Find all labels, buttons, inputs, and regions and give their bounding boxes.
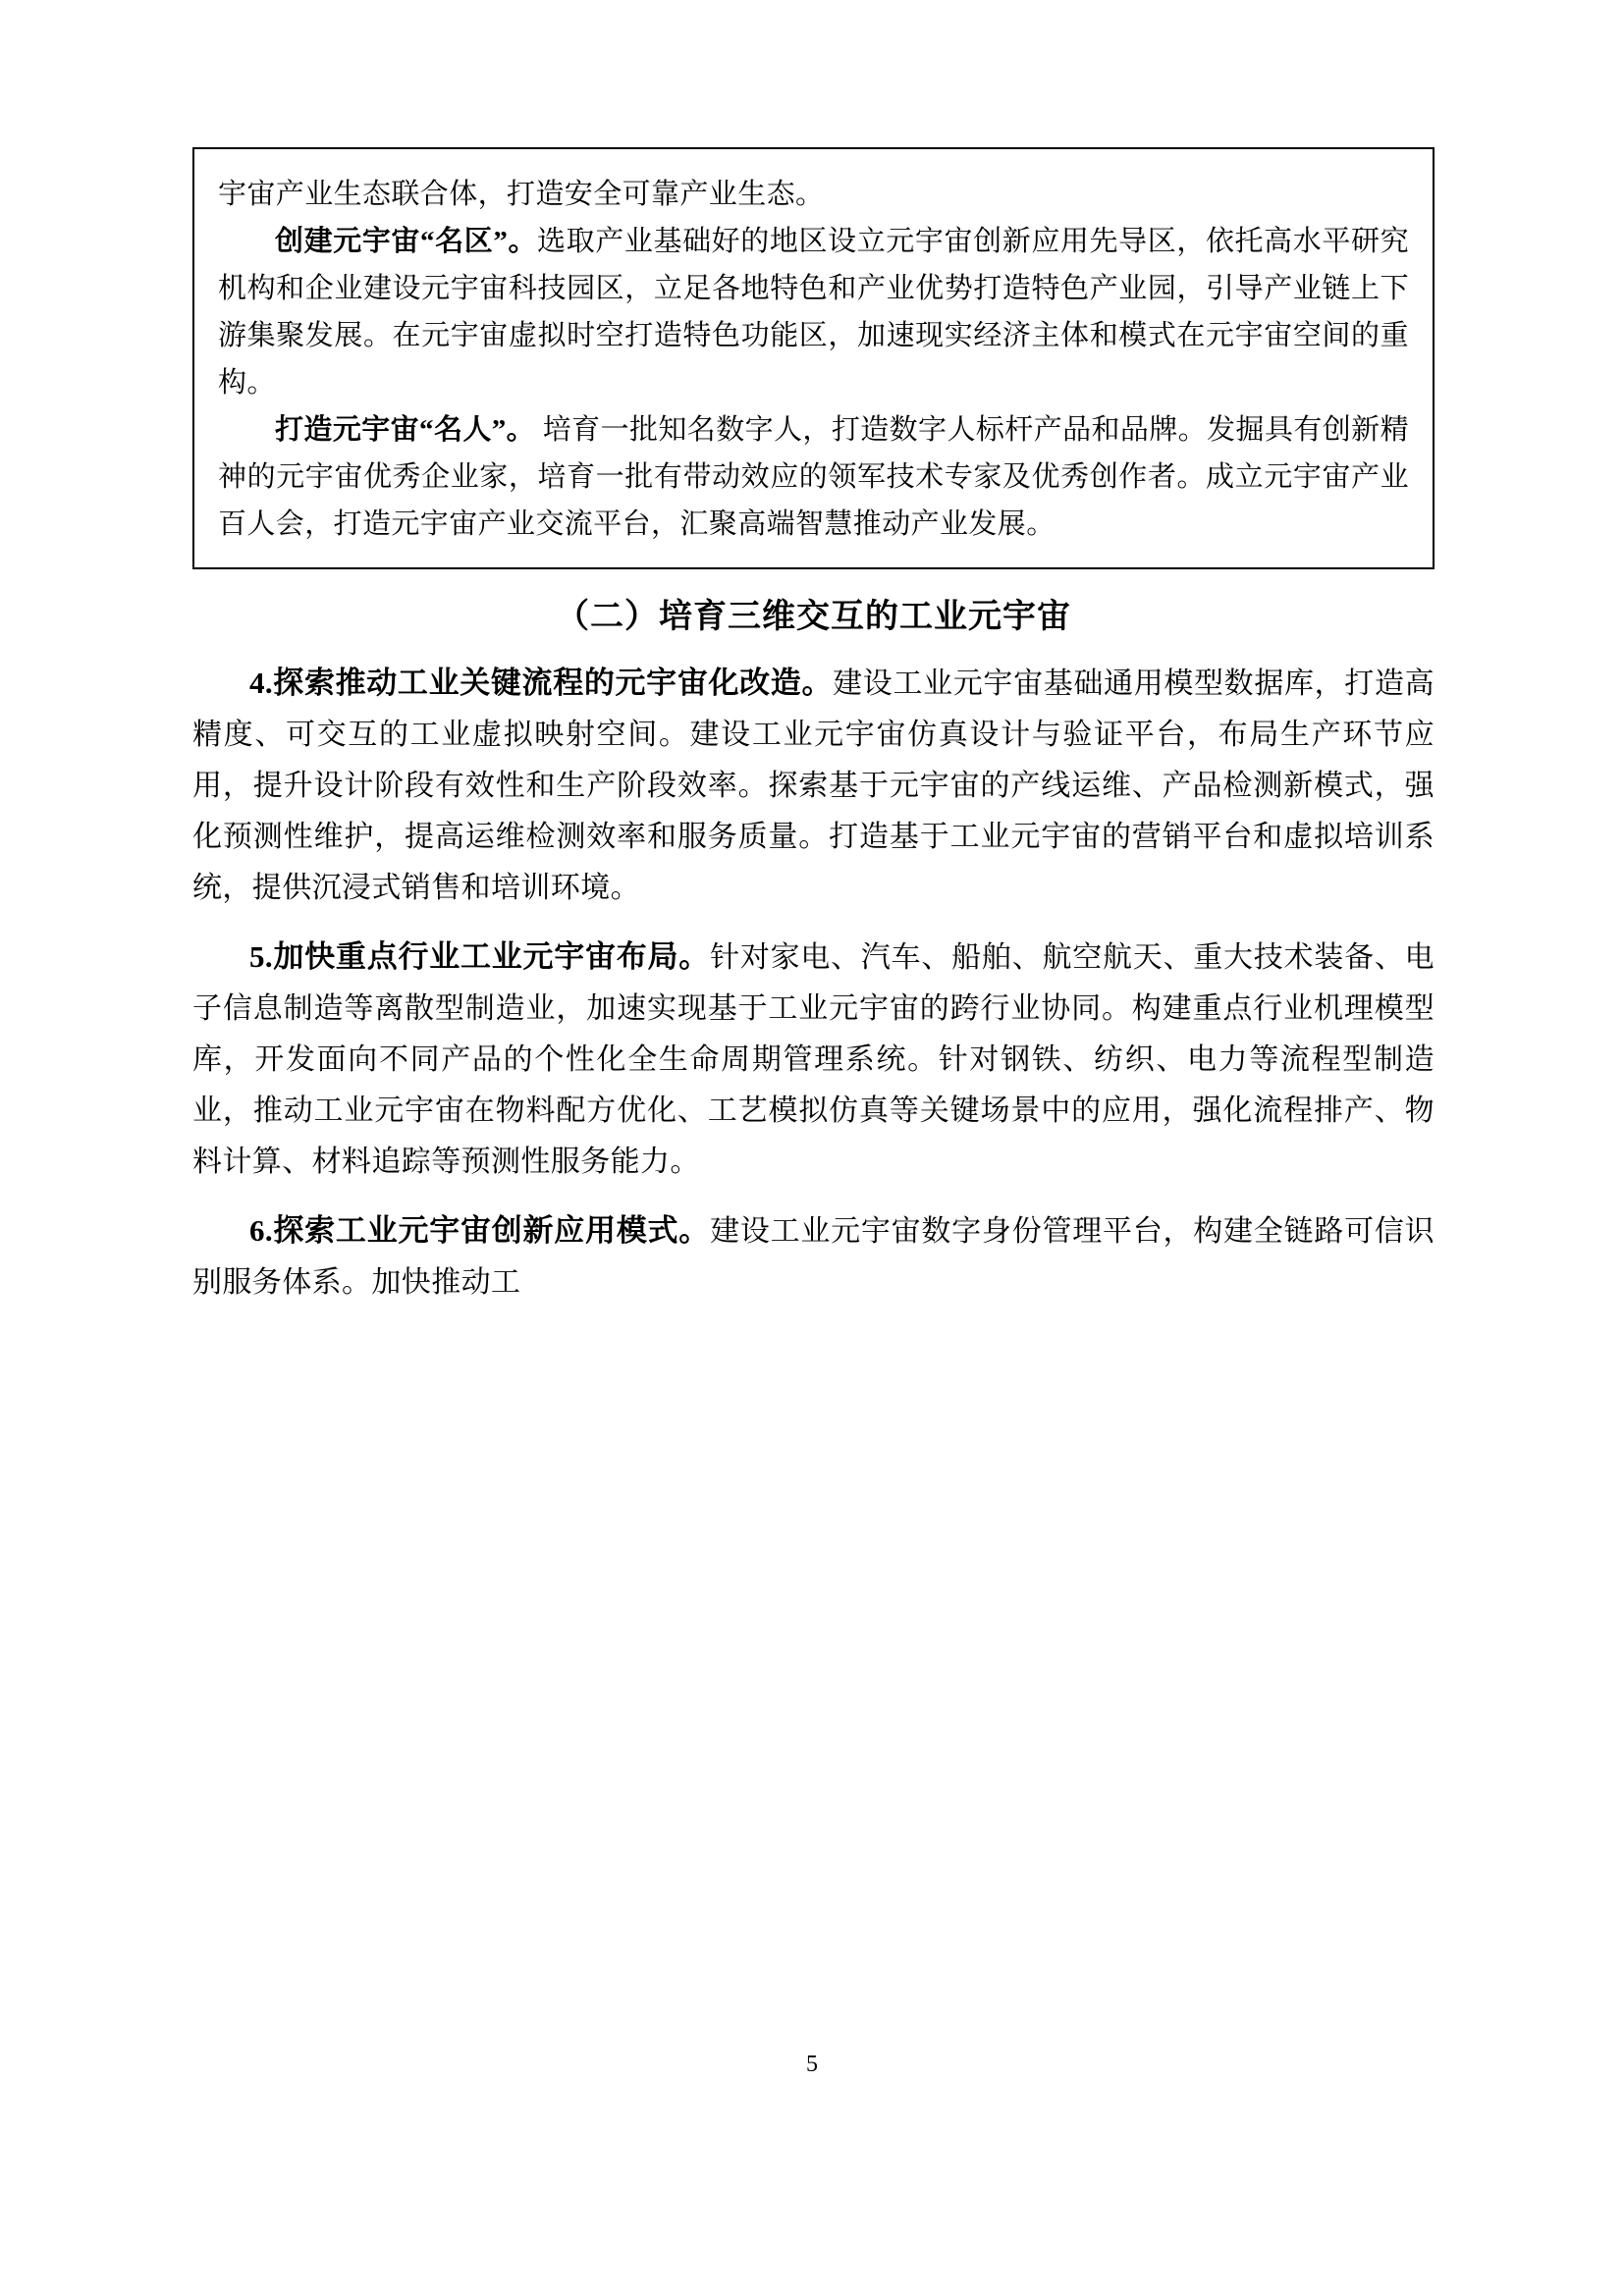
boxed-paragraph-1-text: 宇宙产业生态联合体，打造安全可靠产业生态。 [218, 179, 825, 210]
body-block [192, 658, 1435, 1308]
body-paragraph-6 [192, 1205, 1435, 1308]
boxed-paragraph-3-lead: 打造元宇宙“名人”。 [275, 414, 536, 446]
boxed-paragraph-3-text: 培育一批知名数字人，打造数字人标杆产品和品牌。发掘具有创新精神的元宇宙优秀企业家，培育一批有带动效应的领军技术专家及优秀创作者。成立元宇宙产业百人会，打造元宇宙产业交流平台，汇聚高端智慧推动产业发展。 [218, 414, 1409, 540]
section-heading: （二）培育三维交互的工业元宇宙 [556, 599, 1071, 635]
body-paragraph-5-text: 针对家电、汽车、船舶、航空航天、重大技术装备、电子信息制造等离散型制造业，加速实现基于工业元宇宙的跨行业协同。构建重点行业机理模型库，开发面向不同产品的个性化全生命周期管理系统。针对钢铁、纺织、电力等流程型制造业，推动工业元宇宙在物料配方优化、工艺模拟仿真等关键场景中的应用，强化流程排产、物料计算、材料追踪等预测性服务能力。 [192, 941, 1435, 1178]
body-paragraph-5-lead: 5.加快重点行业工业元宇宙布局。 [249, 939, 711, 974]
body-paragraph-4-lead: 4.探索推动工业关键流程的元宇宙化改造。 [249, 666, 834, 700]
boxed-paragraph-1 [218, 171, 1409, 218]
body-paragraph-4-text: 建设工业元宇宙基础通用模型数据库，打造高精度、可交互的工业虚拟映射空间。建设工业元宇宙仿真设计与验证平台，布局生产环节应用，提升设计阶段有效性和生产阶段效率。探索基于元宇宙的产线运维、产品检测新模式，强化预测性维护，提高运维检测效率和服务质量。打造基于工业元宇宙的营销平台和虚拟培训系统，提供沉浸式销售和培训环境。 [192, 667, 1435, 904]
body-paragraph-6-text: 建设工业元宇宙数字身份管理平台，构建全链路可信识别服务体系。加快推动工 [192, 1215, 1435, 1299]
page-content [192, 147, 1435, 1308]
boxed-paragraph-3 [218, 406, 1409, 548]
boxed-paragraph-2-lead: 创建元宇宙“名区”。 [275, 226, 538, 257]
boxed-callout-section [192, 147, 1435, 569]
body-paragraph-5 [192, 932, 1435, 1188]
boxed-paragraph-2 [218, 218, 1409, 406]
body-paragraph-6-lead: 6.探索工业元宇宙创新应用模式。 [249, 1213, 711, 1248]
body-paragraph-4 [192, 658, 1435, 914]
boxed-paragraph-2-text: 选取产业基础好的地区设立元宇宙创新应用先导区，依托高水平研究机构和企业建设元宇宙科技园区，立足各地特色和产业优势打造特色产业园，引导产业链上下游集聚发展。在元宇宙虚拟时空打造特色功能区，加速现实经济主体和模式在元宇宙空间的重构。 [218, 226, 1409, 399]
page-number: 5 [806, 2052, 818, 2077]
